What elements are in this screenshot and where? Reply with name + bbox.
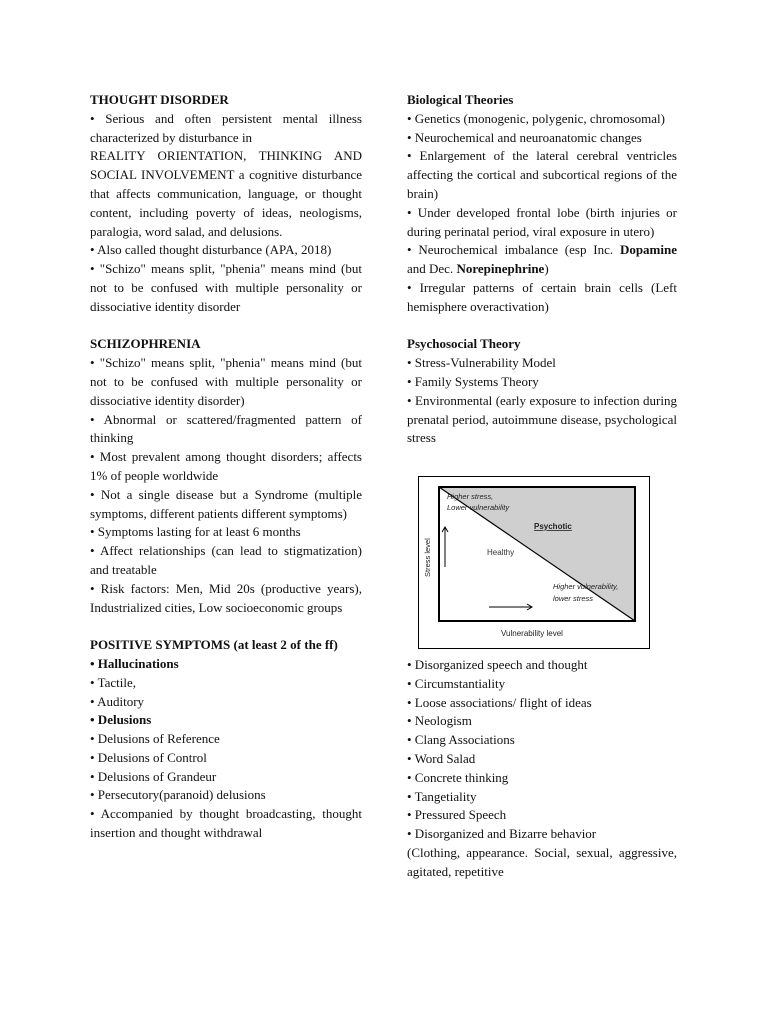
schizophrenia-item: • Symptoms lasting for at least 6 months: [90, 524, 301, 540]
psychosocial-item: • Stress-Vulnerability Model: [407, 355, 556, 371]
label-bottom-line1: Higher vulnerability,: [553, 582, 619, 591]
left-column: [90, 91, 362, 843]
imbalance-text-post: ): [544, 261, 549, 277]
imbalance-text-mid: and Dec.: [407, 261, 457, 277]
positive-symptoms-heading: POSITIVE SYMPTOMS (at least 2 of the ff): [90, 637, 338, 653]
psychosocial-item: • Environmental (early exposure to infection during prenatal period, autoimmune disease, psychological stress: [407, 392, 677, 446]
schizophrenia-item: • Affect relationships (can lead to stigmatization) and treatable: [90, 543, 362, 577]
label-bottom-line2: lower stress: [553, 594, 594, 603]
psychosocial-heading: Psychosocial Theory: [407, 336, 521, 352]
schizophrenia-heading: SCHIZOPHRENIA: [90, 336, 201, 352]
delusion-item: • Delusions of Grandeur: [90, 768, 217, 784]
disorganized-item: • Clang Associations: [407, 732, 515, 748]
biological-item: • Under developed frontal lobe (birth injuries or during perinatal period, viral exposure in utero): [407, 204, 677, 239]
delusion-item: • Persecutory(paranoid) delusions: [90, 787, 266, 803]
norepinephrine-term: Norepinephrine: [456, 261, 545, 277]
biological-item: • Genetics (monogenic, polygenic, chromosomal): [407, 110, 665, 126]
psychotic-label: Psychotic: [534, 522, 572, 531]
thought-disorder-p2: REALITY ORIENTATION, THINKING AND SOCIAL INVOLVEMENT a cognitive disturbance that affects communication, language, or thought content, including poverty of ideas, neologisms, paralogia, word salad, and delusions.: [90, 148, 362, 239]
stress-vulnerability-figure: [418, 476, 650, 649]
neurochemical-imbalance-item: [407, 241, 677, 279]
disorganized-item: • Pressured Speech: [407, 807, 507, 823]
right-column-top: [407, 91, 677, 448]
schizophrenia-item: • "Schizo" means split, "phenia" means mind (but not to be confused with multiple personality or dissociative identity disorder): [90, 355, 362, 408]
label-top-line2: Lower vulnerability: [447, 503, 510, 512]
stress-vulnerability-diagram: [419, 477, 649, 648]
thought-disorder-p3: • Also called thought disturbance (APA, 2018): [90, 242, 332, 258]
disorganized-item: • Loose associations/ flight of ideas: [407, 694, 592, 710]
biological-item: • Neurochemical and neuroanatomic changes: [407, 129, 642, 145]
disorganized-item: • Neologism: [407, 713, 472, 729]
thought-disorder-p1: • Serious and often persistent mental illness characterized by disturbance in: [90, 110, 362, 145]
y-axis-label: Stress level: [423, 538, 432, 577]
dopamine-term: Dopamine: [619, 242, 677, 258]
disorganized-item: • Word Salad: [407, 750, 476, 766]
hallucinations-item: • Hallucinations: [90, 655, 179, 671]
auditory-item: • Auditory: [90, 693, 145, 709]
biological-heading: Biological Theories: [407, 92, 514, 107]
tactile-item: • Tactile,: [90, 674, 136, 690]
biological-item: • Irregular patterns of certain brain cells (Left hemisphere overactivation): [407, 279, 677, 314]
thought-disorder-heading: THOUGHT DISORDER: [90, 92, 229, 107]
disorganized-item: • Disorganized speech and thought: [407, 657, 588, 672]
psychosocial-item: • Family Systems Theory: [407, 373, 539, 389]
disorganized-item: • Tangetiality: [407, 788, 477, 804]
disorganized-item: • Circumstantiality: [407, 675, 506, 691]
delusion-item: • Accompanied by thought broadcasting, thought insertion and thought withdrawal: [90, 806, 362, 841]
disorganized-item: • Concrete thinking: [407, 769, 509, 785]
biological-item: • Enlargement of the lateral cerebral ventricles affecting the cortical and subcortical regions of the brain): [407, 148, 677, 201]
delusion-item: • Delusions of Control: [90, 749, 207, 765]
healthy-label: Healthy: [487, 548, 515, 557]
thought-disorder-p4: • "Schizo" means split, "phenia" means mind (but not to be confused with multiple personality or dissociative identity disorder: [90, 261, 362, 314]
disorganized-item: (Clothing, appearance. Social, sexual, aggressive, agitated, repetitive: [407, 844, 677, 879]
x-axis-label: Vulnerability level: [501, 629, 563, 638]
schizophrenia-item: • Abnormal or scattered/fragmented pattern of thinking: [90, 411, 362, 446]
right-column-bottom: [407, 656, 677, 882]
imbalance-text-pre: • Neurochemical imbalance (esp Inc.: [407, 242, 620, 258]
delusion-item: • Delusions of Reference: [90, 731, 220, 747]
delusions-item: • Delusions: [90, 712, 152, 728]
schizophrenia-item: • Risk factors: Men, Mid 20s (productive years), Industrialized cities, Low socioeconomic groups: [90, 580, 362, 615]
schizophrenia-item: • Most prevalent among thought disorders; affects 1% of people worldwide: [90, 449, 362, 483]
schizophrenia-item: • Not a single disease but a Syndrome (multiple symptoms, different patients different symptoms): [90, 486, 362, 521]
disorganized-item: • Disorganized and Bizarre behavior: [407, 826, 597, 842]
label-top-line1: Higher stress,: [447, 492, 494, 501]
